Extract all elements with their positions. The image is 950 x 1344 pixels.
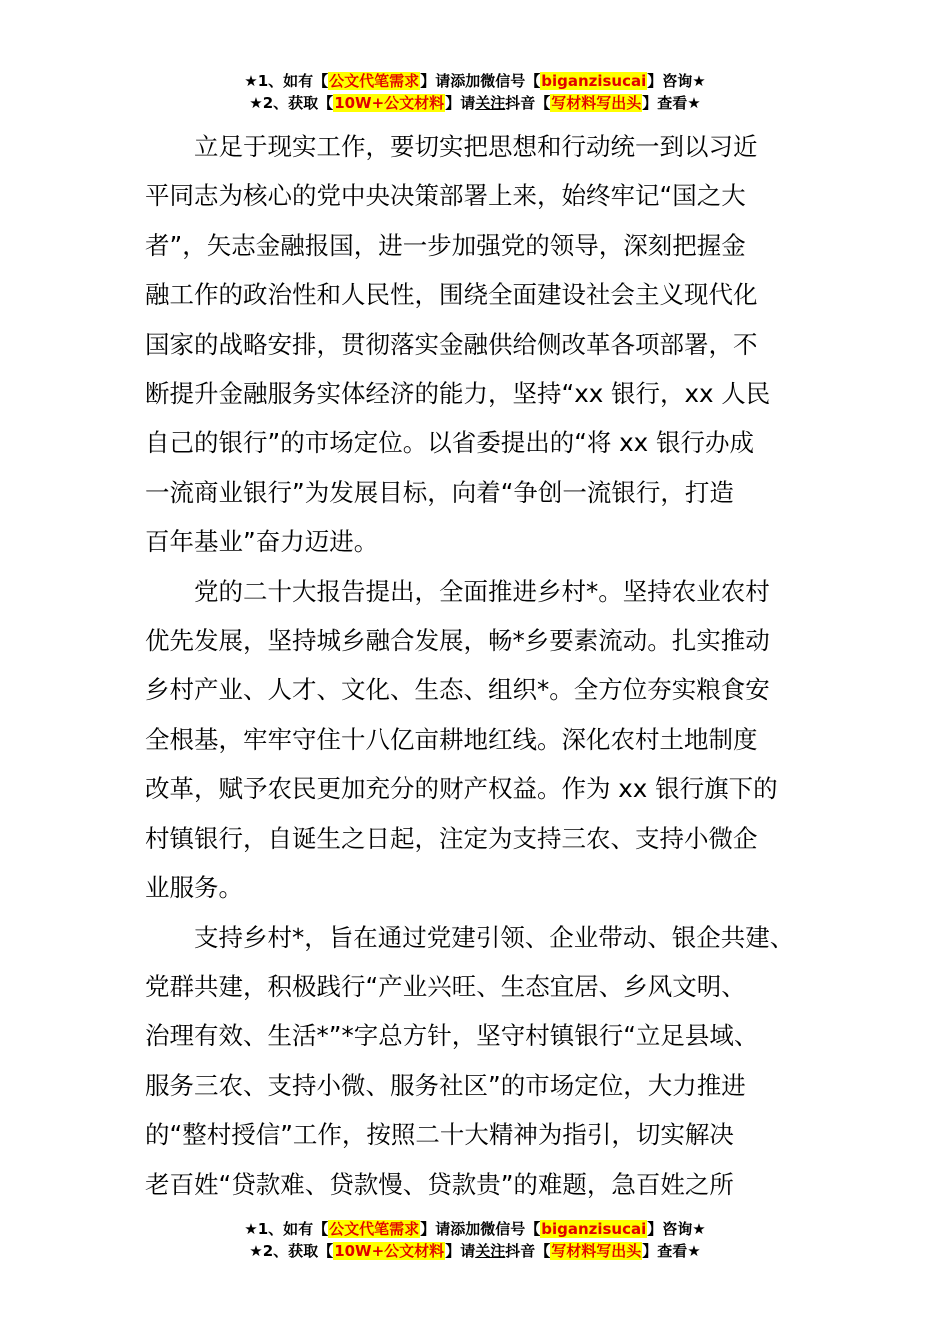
text-line: 改革，赋予农民更加充分的财产权益。作为 xx 银行旗下的 [145, 774, 778, 804]
text-line: 支持乡村*，旨在通过党建引领、企业带动、银企共建、 [194, 922, 795, 952]
banner-text: 】请 [445, 94, 476, 112]
text-line: 的“整村授信”工作，按照二十大精神为指引，切实解决 [145, 1120, 734, 1150]
banner-text: ★2、获取【 [249, 94, 334, 112]
banner-text: 】咨询★ [647, 1220, 706, 1238]
banner-text: 】查看★ [642, 94, 701, 112]
banner-line-1 [0, 1218, 950, 1240]
footer-banner [0, 1218, 950, 1262]
banner-highlight: 公文代笔需求 [329, 72, 420, 90]
text-line: 党的二十大报告提出，全面推进乡村*。坚持农业农村 [194, 576, 770, 606]
text-line: 乡村产业、人才、文化、生态、组织*。全方位夯实粮食安 [145, 675, 770, 705]
text-line: 者”，矢志金融报国，进一步加强党的领导，深刻把握金 [145, 230, 746, 260]
text-line: 优先发展，坚持城乡融合发展，畅*乡要素流动。扎实推动 [145, 626, 770, 656]
text-line: 党群共建，积极践行“产业兴旺、生态宜居、乡风文明、 [145, 971, 746, 1001]
banner-text: ★2、获取【 [249, 1242, 334, 1260]
banner-text: 】请添加微信号【 [420, 72, 541, 90]
paragraph-3 [145, 913, 810, 1209]
paragraph-1 [145, 122, 810, 567]
banner-text: 】咨询★ [647, 72, 706, 90]
banner-line-1 [0, 70, 950, 92]
text-line: 村镇银行，自诞生之日起，注定为支持三农、支持小微企 [145, 823, 758, 853]
text-line: 全根基，牢牢守住十八亿亩耕地红线。深化农村土地制度 [145, 724, 758, 754]
text-line: 融工作的政治性和人民性，围绕全面建设社会主义现代化 [145, 280, 758, 310]
banner-underlined-text: 关注 [475, 94, 506, 112]
text-line: 治理有效、生活*”*字总方针，坚守村镇银行“立足县域、 [145, 1021, 759, 1051]
banner-text: ★1、如有【 [244, 1220, 329, 1238]
text-line: 国家的战略安排，贯彻落实金融供给侧改革各项部署，不 [145, 329, 758, 359]
banner-line-2 [0, 1240, 950, 1262]
header-banner [0, 70, 950, 114]
banner-highlight: 10W+公文材料 [334, 94, 445, 112]
douyin-id-highlight: 写材料写出头 [551, 94, 642, 112]
douyin-id-highlight: 写材料写出头 [551, 1242, 642, 1260]
text-line: 立足于现实工作，要切实把思想和行动统一到以习近 [194, 132, 758, 161]
paragraph-2 [145, 567, 810, 913]
banner-text: 抖音【 [505, 1242, 551, 1260]
wechat-id-highlight: biganzisucai [541, 72, 647, 90]
text-line: 平同志为核心的党中央决策部署上来，始终牢记“国之大 [145, 181, 746, 211]
text-line: 服务三农、支持小微、服务社区”的市场定位，大力推进 [145, 1070, 746, 1100]
text-line: 业服务。 [145, 873, 243, 903]
banner-highlight: 10W+公文材料 [334, 1242, 445, 1260]
banner-line-2 [0, 92, 950, 114]
banner-highlight: 公文代笔需求 [329, 1220, 420, 1238]
text-line: 百年基业”奋力迈进。 [145, 527, 379, 557]
banner-underlined-text: 关注 [475, 1242, 506, 1260]
banner-text: 】查看★ [642, 1242, 701, 1260]
text-line: 断提升金融服务实体经济的能力，坚持“xx 银行，xx 人民 [145, 379, 771, 409]
wechat-id-highlight: biganzisucai [541, 1220, 647, 1238]
text-line: 自己的银行”的市场定位。以省委提出的“将 xx 银行办成 [145, 428, 754, 458]
banner-text: 抖音【 [505, 94, 551, 112]
text-line: 老百姓“贷款难、贷款慢、贷款贵”的难题，急百姓之所 [145, 1169, 734, 1199]
banner-text: 】请添加微信号【 [420, 1220, 541, 1238]
banner-text: ★1、如有【 [244, 72, 329, 90]
banner-text: 】请 [445, 1242, 476, 1260]
document-body [145, 122, 810, 1209]
text-line: 一流商业银行”为发展目标，向着“争创一流银行，打造 [145, 477, 734, 507]
